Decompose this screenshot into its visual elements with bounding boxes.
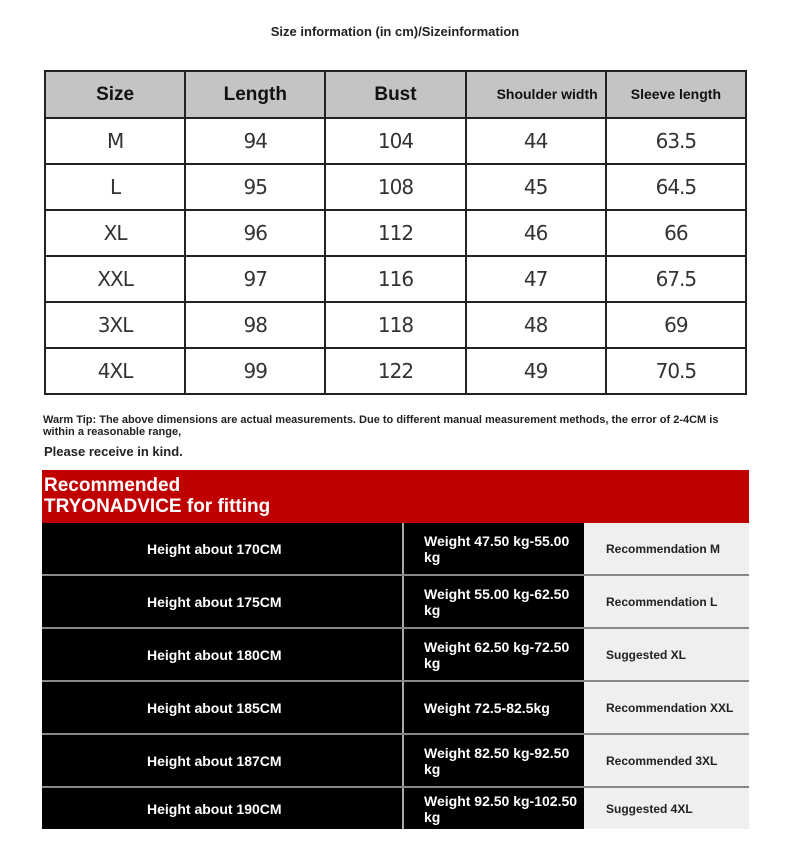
recommend-row <box>42 788 749 829</box>
cell-bust: 108 <box>325 164 465 210</box>
recommend-weight: Weight 92.50 kg-102.50 kg <box>404 788 584 829</box>
cell-sleeve-length: 66 <box>606 210 746 256</box>
cell-length: 99 <box>185 348 325 394</box>
header-length: Length <box>185 71 325 118</box>
cell-size: 4XL <box>45 348 185 394</box>
receive-note: Please receive in kind. <box>44 444 183 459</box>
recommend-height: Height about 175CM <box>42 576 404 627</box>
cell-size: 3XL <box>45 302 185 348</box>
recommend-height: Height about 185CM <box>42 682 404 733</box>
cell-shoulder-width: 49 <box>466 348 606 394</box>
cell-length: 98 <box>185 302 325 348</box>
table-row <box>45 256 746 302</box>
recommend-row <box>42 629 749 682</box>
size-table-header <box>45 71 746 118</box>
cell-sleeve-length: 63.5 <box>606 118 746 164</box>
header-size: Size <box>45 71 185 118</box>
cell-shoulder-width: 45 <box>466 164 606 210</box>
recommend-weight: Weight 55.00 kg-62.50 kg <box>404 576 584 627</box>
recommend-size: Suggested 4XL <box>584 788 749 829</box>
cell-sleeve-length: 70.5 <box>606 348 746 394</box>
table-row <box>45 348 746 394</box>
recommend-row <box>42 682 749 735</box>
cell-shoulder-width: 48 <box>466 302 606 348</box>
recommend-weight: Weight 82.50 kg-92.50 kg <box>404 735 584 786</box>
cell-length: 96 <box>185 210 325 256</box>
cell-bust: 104 <box>325 118 465 164</box>
page-title: Size information (in cm)/Sizeinformation <box>270 24 520 39</box>
cell-bust: 112 <box>325 210 465 256</box>
recommend-weight: Weight 72.5-82.5kg <box>404 682 584 733</box>
cell-length: 95 <box>185 164 325 210</box>
recommend-size: Recommended 3XL <box>584 735 749 786</box>
table-row <box>45 210 746 256</box>
table-row <box>45 118 746 164</box>
recommend-row <box>42 523 749 576</box>
header-sleeve-length: Sleeve length <box>606 71 746 118</box>
cell-size: M <box>45 118 185 164</box>
cell-sleeve-length: 69 <box>606 302 746 348</box>
cell-shoulder-width: 46 <box>466 210 606 256</box>
table-row <box>45 164 746 210</box>
recommend-height: Height about 190CM <box>42 788 404 829</box>
cell-shoulder-width: 44 <box>466 118 606 164</box>
cell-shoulder-width: 47 <box>466 256 606 302</box>
recommend-height: Height about 187CM <box>42 735 404 786</box>
recommend-size: Recommendation L <box>584 576 749 627</box>
cell-length: 94 <box>185 118 325 164</box>
recommend-header-line1: Recommended <box>44 475 181 496</box>
cell-bust: 116 <box>325 256 465 302</box>
table-row <box>45 302 746 348</box>
recommend-table <box>42 523 749 829</box>
recommend-size: Suggested XL <box>584 629 749 680</box>
recommend-height: Height about 170CM <box>42 523 404 574</box>
recommend-row <box>42 576 749 629</box>
cell-sleeve-length: 64.5 <box>606 164 746 210</box>
warm-tip: Warm Tip: The above dimensions are actual measurements. Due to different manual measurement methods, the error of 2-4CM is within a reasonable range, <box>43 414 719 438</box>
recommend-size: Recommendation M <box>584 523 749 574</box>
recommend-header <box>42 470 749 523</box>
cell-length: 97 <box>185 256 325 302</box>
recommend-header-line2: TRYONADVICE for fitting <box>44 496 271 517</box>
header-bust: Bust <box>325 71 465 118</box>
recommend-size: Recommendation XXL <box>584 682 749 733</box>
cell-size: XXL <box>45 256 185 302</box>
cell-sleeve-length: 67.5 <box>606 256 746 302</box>
cell-bust: 122 <box>325 348 465 394</box>
size-table <box>44 70 747 395</box>
recommend-weight: Weight 62.50 kg-72.50 kg <box>404 629 584 680</box>
cell-size: XL <box>45 210 185 256</box>
recommend-height: Height about 180CM <box>42 629 404 680</box>
cell-bust: 118 <box>325 302 465 348</box>
recommend-weight: Weight 47.50 kg-55.00 kg <box>404 523 584 574</box>
cell-size: L <box>45 164 185 210</box>
header-shoulder-width: Shoulder width <box>466 71 606 118</box>
recommend-row <box>42 735 749 788</box>
